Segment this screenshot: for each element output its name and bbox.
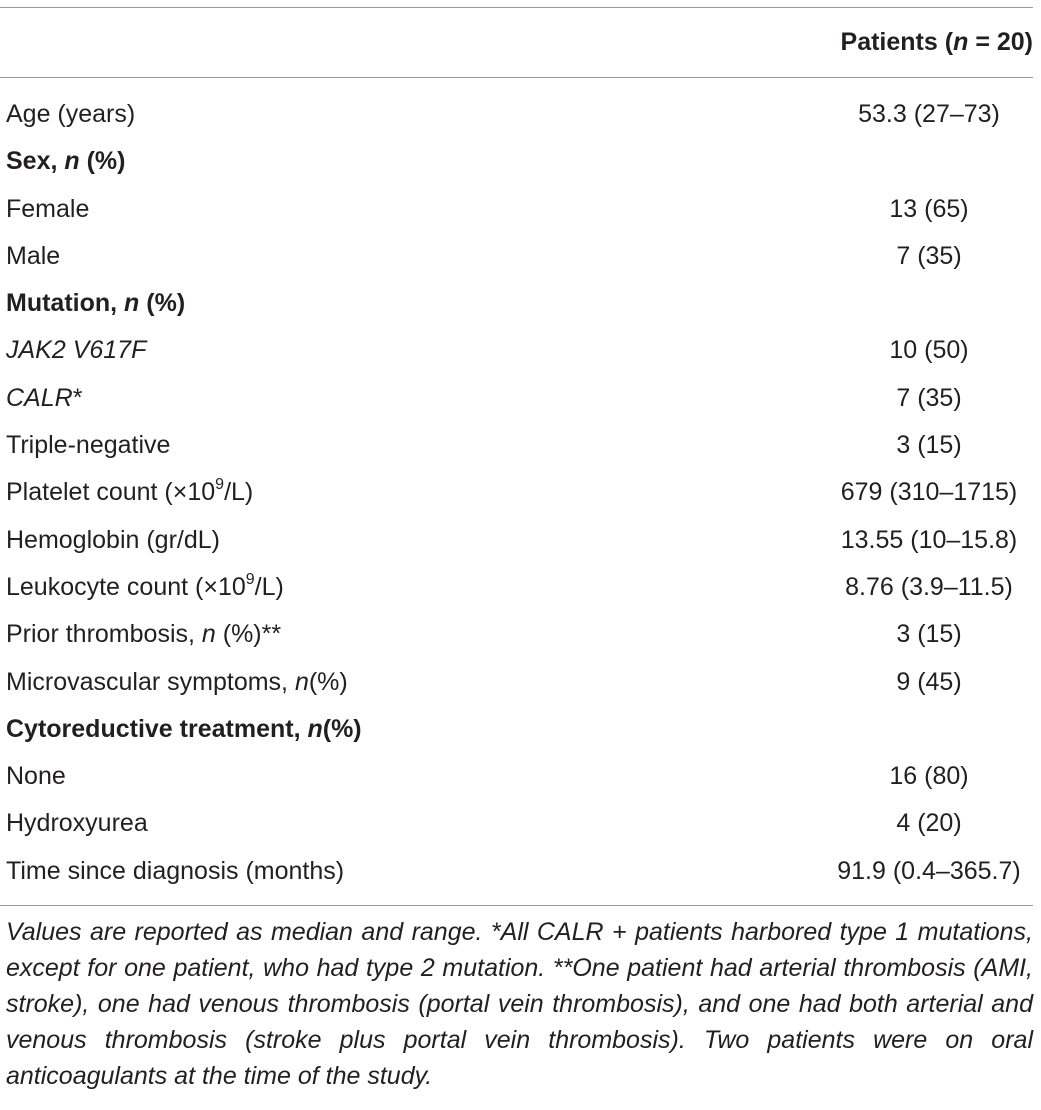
row-value: 13.55 (10–15.8)	[840, 525, 1018, 554]
table-row	[0, 187, 1033, 234]
row-label: Leukocyte count $(\times 10^9/L)$	[6, 570, 284, 601]
table-row	[0, 801, 1033, 848]
row-label: Hemoglobin (gr/dL)	[6, 525, 220, 554]
row-value: 10 (50)	[889, 336, 969, 365]
table-row	[0, 849, 1033, 896]
section-label: Sex, n (%)	[6, 147, 126, 176]
table-row-section	[0, 139, 1033, 186]
row-value: 53.3 (27–73)	[858, 100, 1000, 128]
row-value: 3 (15)	[896, 431, 962, 460]
table-row	[0, 660, 1033, 707]
row-label: Microvascular symptoms, n(%)	[6, 667, 348, 696]
table-row	[0, 328, 1033, 375]
table-row	[0, 754, 1033, 801]
table-footnote: Values are reported as median and range. *All CALR + patients harbored type 1 mutations, except for one patient, who had type 2 mutation. **One patient had arterial thrombosis (AMI, stroke), one had venous thrombosis (portal vein thrombosis), and one had both arterial and venous thrombosis (stroke plus portal vein thrombosis). Two patients were on oral anticoagulants at the time of the study.	[6, 918, 1033, 1091]
row-label: Female	[6, 194, 90, 223]
row-label: Age (years)	[6, 100, 136, 128]
row-label: Prior thrombosis, n (%)**	[6, 620, 282, 649]
table-row-section	[0, 707, 1033, 754]
table-row	[0, 234, 1033, 281]
table-row	[0, 518, 1033, 565]
patients-column-header: Patients (n = 20)	[840, 28, 1033, 56]
section-label: Cytoreductive treatment, n(%)	[6, 714, 362, 743]
row-value: 679 (310–1715)	[840, 478, 1018, 507]
patients-header-n-value: = 20	[975, 28, 1025, 56]
row-value: 7 (35)	[896, 241, 962, 270]
row-label: CALR*	[6, 383, 83, 412]
row-label: Platelet count $(\times 10^9/L)$	[6, 476, 254, 507]
row-value: 16 (80)	[889, 762, 969, 791]
row-value: 3 (15)	[896, 620, 962, 649]
row-value: 8.76 (3.9–11.5)	[845, 572, 1013, 601]
row-value: 9 (45)	[896, 667, 962, 696]
table-row	[0, 92, 1033, 139]
table-row	[0, 565, 1033, 612]
table-row	[0, 612, 1033, 659]
patients-header-n: n	[953, 28, 969, 56]
row-label: Time since diagnosis (months)	[6, 856, 345, 885]
table-bottom-rule	[0, 905, 1033, 906]
table-row	[0, 470, 1033, 517]
table-body	[0, 78, 1033, 896]
row-value: 91.9 (0.4–365.7)	[837, 856, 1021, 885]
section-label: Mutation, n (%)	[6, 289, 186, 318]
table-row	[0, 376, 1033, 423]
characteristics-table	[0, 7, 1033, 1094]
table-header-row	[0, 8, 1033, 77]
row-label: JAK2 V617F	[6, 336, 147, 365]
table-row-section	[0, 281, 1033, 328]
patients-header-label: Patients	[840, 28, 938, 56]
row-label: Triple-negative	[6, 431, 171, 460]
row-label: Male	[6, 241, 61, 270]
row-value: 13 (65)	[889, 194, 969, 223]
row-value: 7 (35)	[896, 383, 962, 412]
table-row	[0, 423, 1033, 470]
row-label: Hydroxyurea	[6, 809, 148, 838]
row-value: 4 (20)	[896, 809, 962, 838]
row-label: None	[6, 762, 66, 791]
